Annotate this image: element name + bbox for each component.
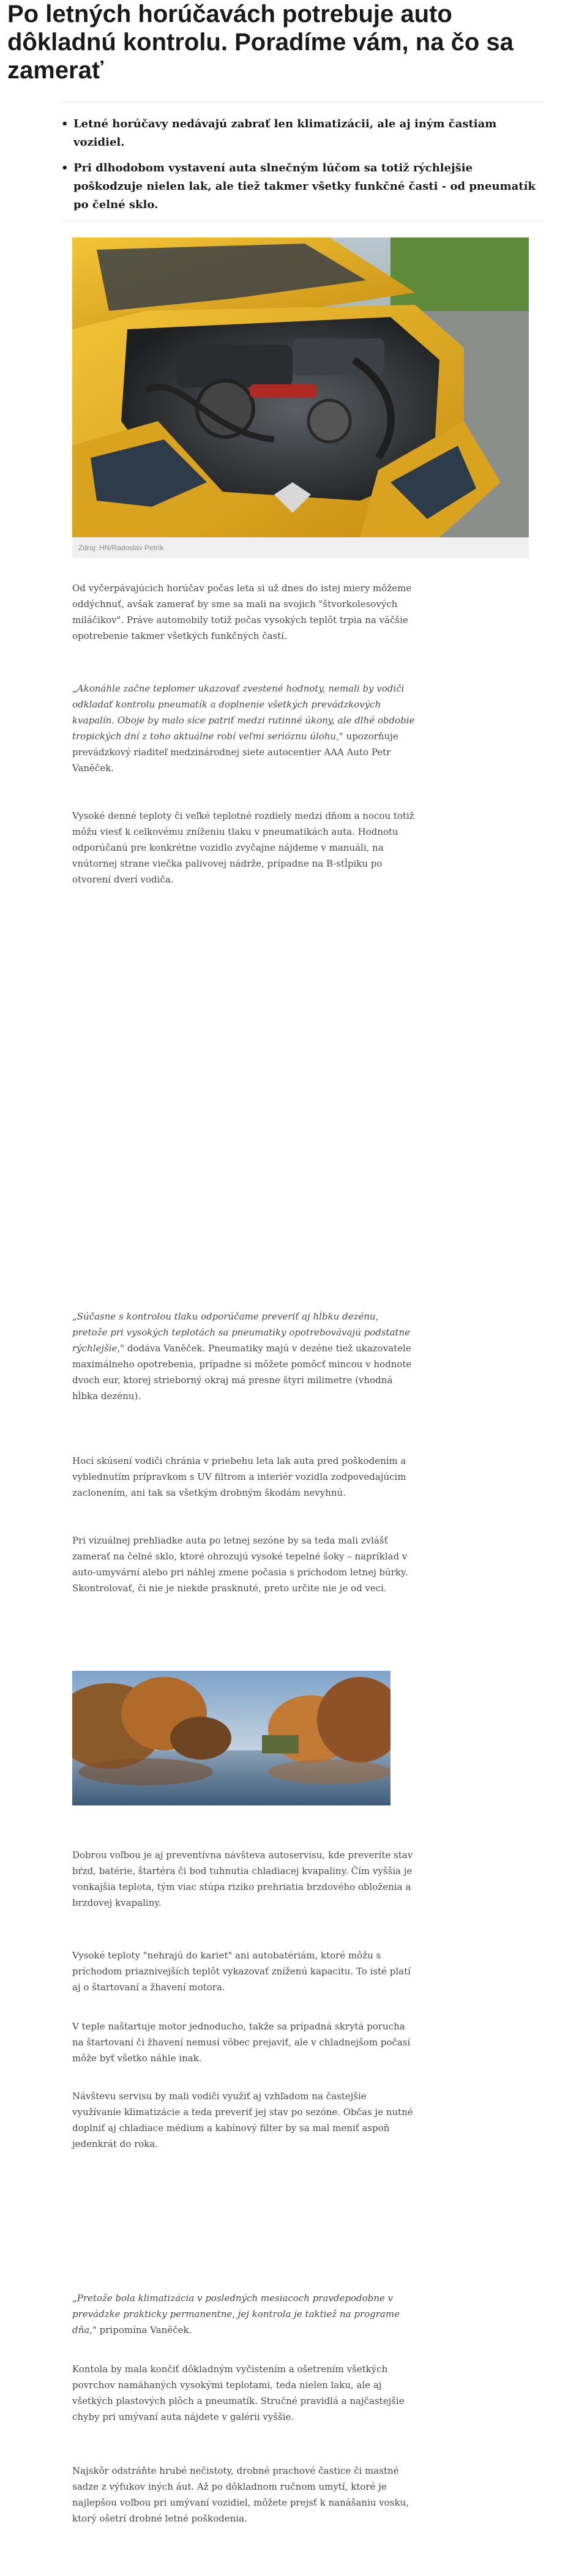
divider [61, 220, 544, 221]
paragraph: Návštevu servisu by mali vodiči využiť aj vzhľadom na častejšie využívanie klimatizácie a teda preveriť jej stav po sezóne. Občas je nutné doplniť aj chladiace médium a kabínový filter by sa mal meniť aspoň jedenkrát do roka. [72, 2091, 413, 2149]
quote: „Súčasne s kontrolou tlaku odporúčame preveriť aj hĺbku dezénu, pretože pri vysokých teplotách sa pneumatiky opotrebovávajú podstatne rýchlejšie," [72, 1311, 411, 1354]
paragraph: Vysoké denné teploty či veľké teplotné rozdiely medzi dňom a nocou totiž môžu viesť k celkovému zníženiu tlaku v pneumatikách auta. Hodnotu odporúčanú pre konkrétne vozidlo zvyčajne nájdeme v manuáli, na vnútornej strane viečka palivovej nádrže, prípadne na B-stĺpiku po otvorení dverí vodiča. [72, 810, 414, 885]
river-photo [72, 1671, 390, 1805]
article-title: Po letných horúčavách potrebuje auto dôkladnú kontrolu. Poradíme vám, na čo sa zamerať [7, 1, 514, 84]
paragraph: Kontola by mala končiť dôkladným vyčistením a ošetrením všetkých povrchov namáhaných vysokými teplotami, teda nielen laku, ale aj všetkých plastových plôch a pneumatík. Stručné pravidlá a najčastejšie chyby pri umývaní auta nájdete v galérii vyššie. [72, 2364, 405, 2422]
quote: „Pretože bola klimatizácia v posledných mesiacoch pravdepodobne v prevádzke prakticky permanentne, jej kontrola je taktiež na programe dňa," [72, 2293, 400, 2335]
autumn-river-photo [72, 1671, 390, 1805]
paragraph [72, 681, 415, 776]
paragraph: Od vyčerpávajúcich horúčav počas leta si už dnes do istej miery môžeme oddýchnuť, avšak zamerať by sme sa mali na svojich "štvorkolesových miláčikov". Práve automobily totiž počas vysokých teplôt trpia na väčšie opotrebenie takmer všetkých funkčných častí. [72, 583, 412, 641]
quote-attribution: pripomína Vaněček. [96, 2324, 192, 2335]
paragraph [72, 1309, 415, 1404]
lead-item: • Letné horúčavy nedávajú zabrať len klimatizácii, ale aj iným častiam vozidiel. [61, 115, 545, 152]
paragraph: V teple naštartuje motor jednoducho, takže sa prípadná skrytá porucha na štartovaní či žhavení nemusí vôbec prejaviť, ale v chladnejšom počasí môže byť všetko náhle inak. [72, 2021, 411, 2064]
quote: „Akonáhle začne teplomer ukazovať zvestené hodnoty, nemali by vodiči odkladať kontrolu pneumatík a doplnenie všetkých prevádzkových kvapalín. Oboje by malo síce patriť medzi rutinné úkony, ale dlhé obdobie tropických dní z toho aktuálne robí veľmi serióznu úlohu," [72, 683, 415, 742]
paragraph: Pri vizuálnej prehliadke auta po letnej sezóne by sa teda mali zvlášť zamerať na čelné sklo, ktoré ohrozujú vysoké tepelné šoky – napríklad v auto-umyvární alebo pri náhlej zmene počasia s príchodom letnej búrky. Skontrolovať, či nie je niekde prasknuté, preto určite nie je od veci. [72, 1535, 408, 1594]
paragraph: Najskôr odstráňte hrubé nečistoty, drobné prachové častice či mastné sadze z výfukov iných áut. Až po dôkladnom ručnom umytí, ktoré je najlepšou voľbou pri umývaní vozidiel, môžete prejsť k nanášaniu vosku, ktorý ošetrí drobné letné poškodenia. [72, 2465, 409, 2524]
hero-photo [72, 237, 529, 537]
quote-attribution: upozorňuje prevádzkový riaditeľ medzinárodnej siete autocentier AAA Auto Petr Vaněček. [72, 731, 398, 774]
quote-attribution: dodáva Vaněček. Pneumatiky majú v dezéne tiež ukazovatele maximálneho opotrebenia, prípadne si môžete pomôcť mincou v hodnote dvoch eur, ktorej strieborný okraj má presne štyri milimetre (vhodná hĺbka dezénu). [72, 1343, 412, 1402]
lead-item: • Pri dlhodobom vystavení auta slnečným lúčom sa totiž rýchlejšie poškodzuje nielen lak, ale tiež takmer všetky funkčné časti - od pneumatík po čelné sklo. [61, 159, 545, 214]
engine-bay-photo [72, 237, 529, 537]
lead-list [61, 115, 545, 222]
paragraph: Vysoké teploty "nehrajú do kariet" ani autobatériám, ktoré môžu s príchodom priaznivejších teplôt vykazovať zníženú kapacitu. To isté platí aj o štartovaní a žhavení motora. [72, 1950, 411, 1993]
paragraph: Hoci skúsení vodiči chránia v priebehu leta lak auta pred poškodením a vyblednutím prípravkom s UV filtrom a interiér vozidla zodpovedajúcim zaclonením, ani tak sa všetkým drobným škodám nevyhnú. [72, 1455, 406, 1498]
paragraph [72, 2290, 415, 2338]
paragraph: Dobrou voľbou je aj preventívna návšteva autoservisu, kde preveríte stav bŕzd, batérie, štartéra či bod tuhnutia chladiacej kvapaliny. Čím vyššia je vonkajšia teplota, tým viac stúpa riziko prehriatia brzdového obloženia a brzdovej kvapaliny. [72, 1850, 413, 1908]
photo-caption: Zdroj: HN/Radoslav Petrík [72, 537, 529, 558]
